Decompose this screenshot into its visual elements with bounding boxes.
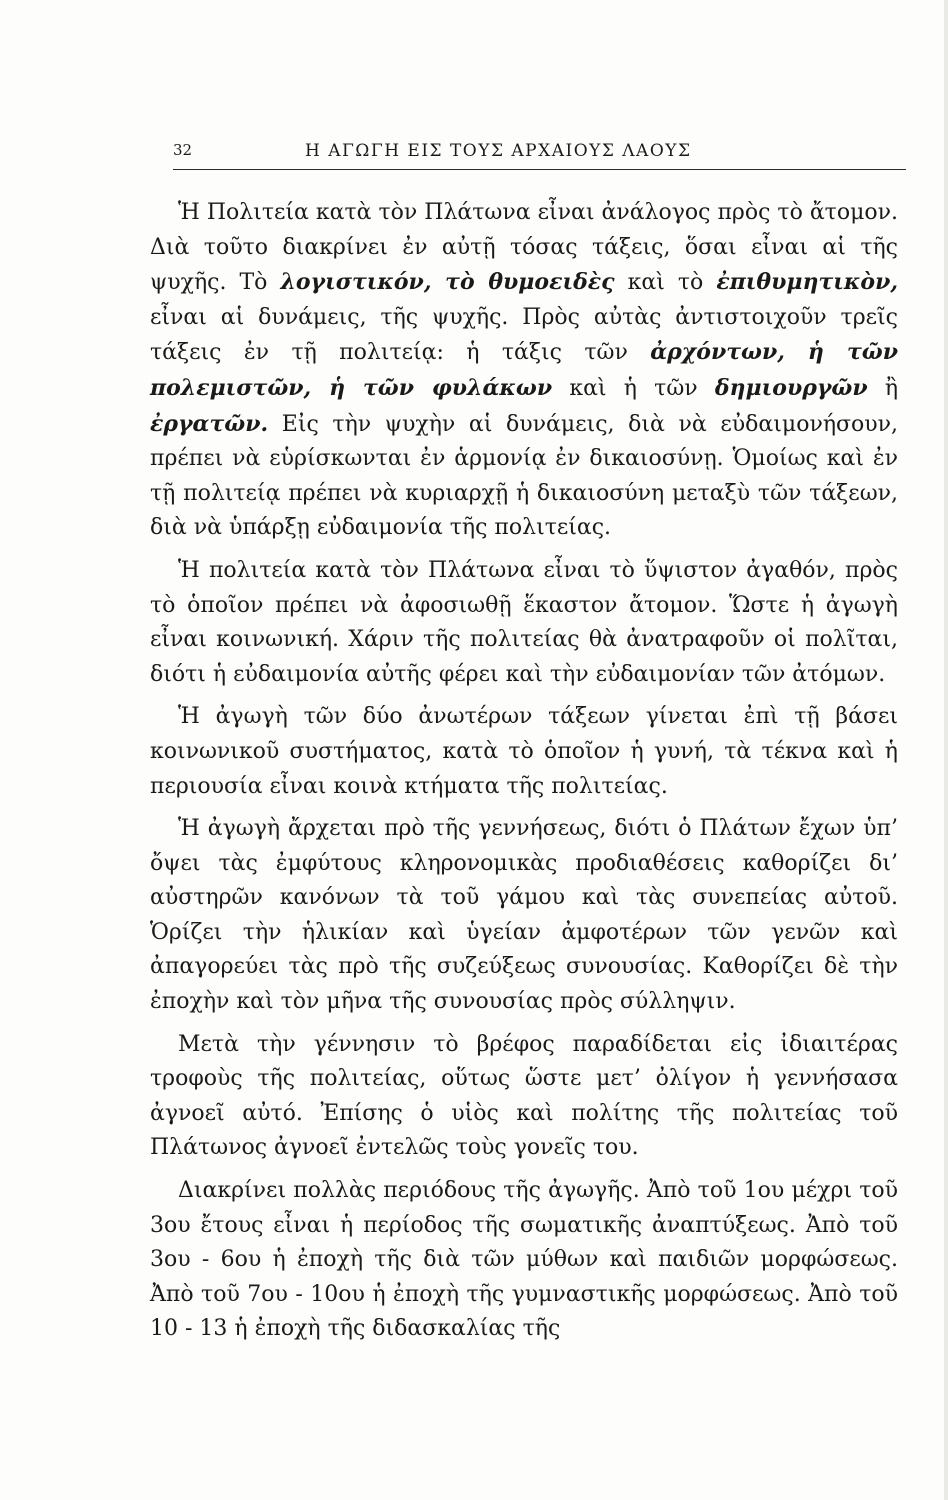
text-run: ἢ (867, 375, 899, 401)
text-run: καὶ ἡ τῶν (552, 375, 715, 401)
paragraph-3: Ἡ ἀγωγὴ τῶν δύο ἀνωτέρων τάξεων γίνεται ἐπὶ τῇ βάσει κοινωνικοῦ συστήματος, κατὰ τὸ ὁποῖον ἡ γυνή, τὰ τέκνα καὶ ἡ περιουσία εἶναι κοινὰ κτήματα τῆς πολιτείας. (150, 704, 898, 799)
text-run: εἶναι αἱ δυνάμεις, τῆς ψυχῆς. Πρὸς αὐτὰς ἀντιστοιχοῦν τρεῖς τάξεις ἐν τῇ πολιτείᾳ: ἡ τάξις τῶν (150, 304, 898, 366)
emphasis-term: ἐπιθυμητικὸν, (716, 269, 899, 296)
page-header (173, 141, 900, 167)
text-run: Εἰς τὴν ψυχὴν αἱ δυνάμεις, διὰ νὰ εὐδαιμονήσουν, πρέπει νὰ εὑρίσκωνται ἐν ἁρμονίᾳ ἐν δικαιοσύνῃ. Ὁμοίως καὶ ἐν τῇ πολιτείᾳ πρέπει νὰ κυριαρχῇ ἡ δικαιοσύνη μεταξὺ τῶν τάξεων, διὰ νὰ ὑπάρξῃ εὐδαιμονία τῆς πολιτείας. (150, 411, 898, 541)
body-text (150, 196, 898, 1347)
emphasis-term: δημιουργῶν (714, 374, 868, 401)
text-run: καὶ τὸ (614, 270, 717, 296)
page-edge (944, 0, 948, 1500)
paragraph-4: Ἡ ἀγωγὴ ἄρχεται πρὸ τῆς γεννήσεως, διότι ὁ Πλάτων ἔχων ὑπ’ ὄψει τὰς ἐμφύτους κληρονομικὰς προδιαθέσεις καθορίζει δι’ αὐστηρῶν κανόνων τὰ τοῦ γάμου καὶ τὰς συνεπείας αὐτοῦ. Ὁρίζει τὴν ἡλικίαν καὶ ὑγείαν ἀμφοτέρων τῶν γενῶν καὶ ἀπαγορεύει τὰς πρὸ τῆς συζεύξεως συνουσίας. Καθορίζει δὲ τὴν ἐποχὴν καὶ τὸν μῆνα τῆς συνουσίας πρὸς σύλληψιν. (150, 816, 898, 1015)
text-run: Ἡ Πολιτεία κατὰ τὸν Πλάτωνα εἶναι ἀνάλογος πρὸς τὸ ἄτομον. Διὰ τοῦτο διακρίνει ἐν αὐτῇ τόσας τάξεις, ὅσαι εἶναι αἱ τῆς ψυχῆς. Τὸ (150, 200, 898, 296)
emphasis-term: λογιστικόν, τὸ θυμοειδὲς (280, 269, 615, 296)
paragraph-2: Ἡ πολιτεία κατὰ τὸν Πλάτωνα εἶναι τὸ ὕψιστον ἀγαθόν, πρὸς τὸ ὁποῖον πρέπει νὰ ἀφοσιωθῇ ἕκαστον ἄτομον. Ὥστε ἡ ἀγωγὴ εἶναι κοινωνική. Χάριν τῆς πολιτείας θὰ ἀνατραφοῦν οἱ πολῖται, διότι ἡ εὐδαιμονία αὐτῆς φέρει καὶ τὴν εὐδαιμονίαν τῶν ἀτόμων. (150, 557, 898, 687)
paragraph-5: Μετὰ τὴν γέννησιν τὸ βρέφος παραδίδεται εἰς ἰδιαιτέρας τροφοὺς τῆς πολιτείας, οὕτως ὥστε μετ’ ὀλίγον ἡ γεννήσασα ἀγνοεῖ αὐτό. Ἐπίσης ὁ υἱὸς καὶ πολίτης τῆς πολιτείας τοῦ Πλάτωνος ἀγνοεῖ ἐντελῶς τοὺς γονεῖς του. (150, 1031, 898, 1161)
header-rule (173, 169, 906, 170)
page-number: 32 (173, 141, 193, 159)
paragraph-6: Διακρίνει πολλὰς περιόδους τῆς ἀγωγῆς. Ἀπὸ τοῦ 1ου μέχρι τοῦ 3ου ἔτους εἶναι ἡ περίοδος τῆς σωματικῆς ἀναπτύξεως. Ἀπὸ τοῦ 3ου - 6ου ἡ ἐποχὴ τῆς διὰ τῶν μύθων καὶ παιδιῶν μορφώσεως. Ἀπὸ τοῦ 7ου - 10ου ἡ ἐποχὴ τῆς γυμναστικῆς μορφώσεως. Ἀπὸ τοῦ 10 - 13 ἡ ἐποχὴ τῆς διδασκαλίας τῆς (150, 1178, 898, 1342)
paragraph-1 (150, 196, 898, 546)
emphasis-term: ἀρχόντων, ἡ τῶν πολεμιστῶν, ἡ τῶν φυλάκων (150, 339, 898, 401)
emphasis-term: ἐργατῶν. (150, 410, 269, 437)
running-title: Η ΑΓΩΓΗ ΕΙΣ ΤΟΥΣ ΑΡΧΑΙΟΥΣ ΛΑΟΥΣ (305, 141, 692, 161)
